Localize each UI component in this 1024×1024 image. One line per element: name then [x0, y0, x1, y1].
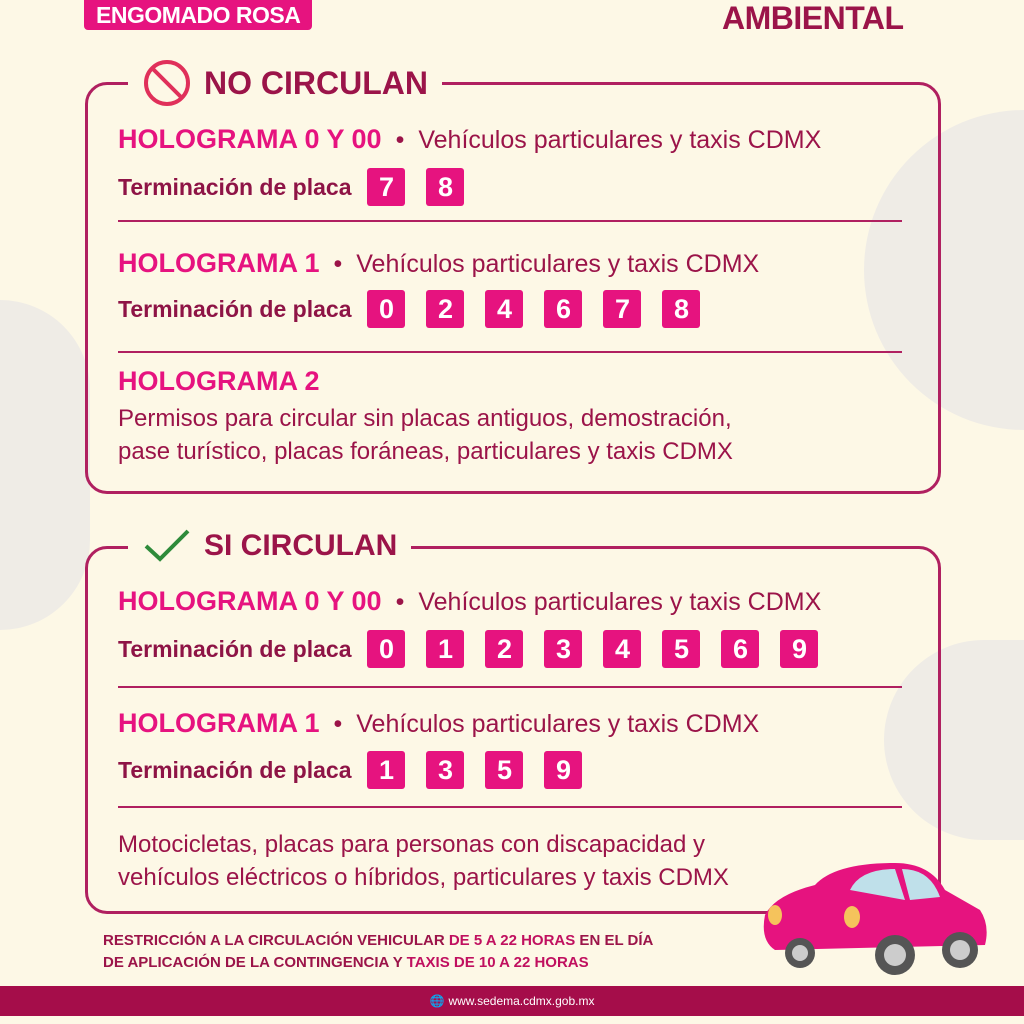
plate-digit: 0: [367, 290, 405, 328]
row-text: Permisos para circular sin placas antiguos, demostración, pase turístico, placas foráneas, particulares y taxis CDMX: [118, 405, 733, 465]
background-cloud: [0, 300, 90, 630]
engomado-badge: ENGOMADO ROSA: [84, 0, 312, 30]
no-circulan-heading: NO CIRCULAN: [128, 58, 442, 108]
plate-digit: 8: [426, 168, 464, 206]
divider: [118, 686, 902, 688]
plate-row: Terminación de placa 0 2 4 6 7 8: [118, 290, 721, 328]
divider: [118, 351, 902, 353]
plate-digit: 7: [367, 168, 405, 206]
restriction-note: RESTRICCIÓN A LA CIRCULACIÓN VEHICULAR DE 5 A 22 HORAS EN EL DÍA DE APLICACIÓN DE LA CONTINGENCIA Y TAXIS DE 10 A 22 HORAS: [103, 932, 654, 971]
divider: [118, 806, 902, 808]
plate-row: Terminación de placa 1 3 5 9: [118, 751, 603, 789]
plate-digit: 6: [544, 290, 582, 328]
divider: [118, 220, 902, 222]
plate-digit: 1: [367, 751, 405, 789]
plate-digit: 4: [485, 290, 523, 328]
plate-digit: 9: [544, 751, 582, 789]
page-title: AMBIENTAL: [722, 0, 904, 36]
plate-digit: 3: [426, 751, 464, 789]
plate-digit: 7: [603, 290, 641, 328]
plate-digit: 2: [426, 290, 464, 328]
row-title: HOLOGRAMA 0 Y 00 • Vehículos particulares y taxis CDMX: [118, 124, 822, 154]
checkmark-icon: [142, 526, 192, 566]
plate-digit: 0: [367, 630, 405, 668]
row-title: HOLOGRAMA 1 • Vehículos particulares y taxis CDMX: [118, 708, 760, 738]
footer: [0, 986, 1024, 1016]
row-title: HOLOGRAMA 1 • Vehículos particulares y taxis CDMX: [118, 248, 760, 278]
website-link[interactable]: www.sedema.cdmx.gob.mx: [448, 994, 595, 1008]
row-text: Motocicletas, placas para personas con discapacidad y vehículos eléctricos o híbridos, particulares y taxis CDMX: [118, 831, 729, 891]
globe-icon: 🌐: [429, 994, 445, 1008]
si-circulan-heading: SI CIRCULAN: [128, 526, 411, 566]
prohibited-icon: [142, 58, 192, 108]
plate-digit: 1: [426, 630, 464, 668]
plate-digit: 3: [544, 630, 582, 668]
row-title: HOLOGRAMA 0 Y 00 • Vehículos particulares y taxis CDMX: [118, 586, 822, 616]
plate-digit: 8: [662, 290, 700, 328]
plate-digit: 4: [603, 630, 641, 668]
plate-digit: 5: [485, 751, 523, 789]
plate-row: Terminación de placa 0 1 2 3 4 5 6 9: [118, 630, 839, 668]
plate-row: Terminación de placa 7 8: [118, 168, 485, 206]
plate-digit: 9: [780, 630, 818, 668]
plate-digit: 2: [485, 630, 523, 668]
row-title: HOLOGRAMA 2: [118, 366, 320, 396]
car-illustration: [755, 855, 995, 980]
plate-digit: 6: [721, 630, 759, 668]
plate-digit: 5: [662, 630, 700, 668]
